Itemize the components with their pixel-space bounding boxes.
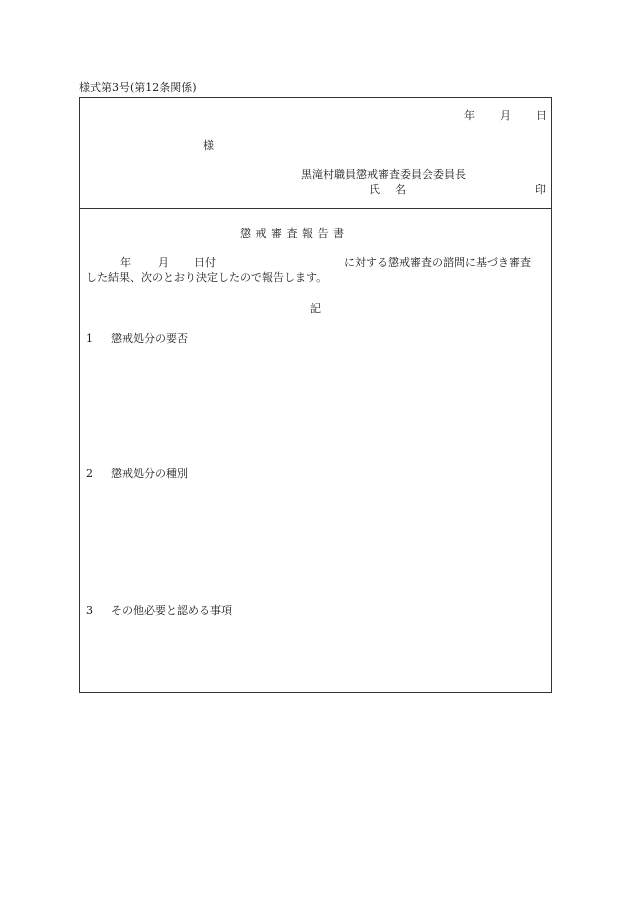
item-2-label: 懲戒処分の種別 — [111, 467, 188, 480]
date-year-label: 年 — [464, 109, 475, 122]
item-3 — [86, 605, 232, 616]
report-date-year: 年 — [120, 256, 131, 269]
report-intro-line2: した結果、次のとおり決定したので報告します。 — [86, 271, 328, 284]
item-1-label: 懲戒処分の要否 — [111, 332, 188, 345]
report-date-month: 月 — [158, 256, 169, 269]
report-intro-line1: に対する懲戒審査の諮問に基づき審査 — [344, 256, 531, 269]
form-number-label: 様式第3号(第12条関係) — [79, 81, 197, 94]
ki-heading: 記 — [310, 302, 321, 315]
item-1 — [86, 333, 188, 344]
name-label-second-char: 名 — [395, 183, 406, 196]
addressee-suffix: 様 — [203, 139, 214, 152]
seal-mark: 印 — [535, 183, 546, 196]
item-2 — [86, 468, 188, 479]
sender-title: 黒滝村職員懲戒審査委員会委員長 — [301, 168, 466, 181]
date-month-label: 月 — [500, 109, 511, 122]
date-day-label: 日 — [536, 109, 547, 122]
item-3-number: 3 — [86, 604, 93, 617]
report-form-frame — [79, 97, 552, 693]
name-label-first-char: 氏 — [369, 183, 380, 196]
report-title: 懲 戒 審 査 報 告 書 — [240, 227, 345, 240]
item-3-label: その他必要と認める事項 — [111, 604, 232, 617]
item-1-number: 1 — [86, 332, 93, 345]
section-divider — [80, 208, 551, 209]
item-2-number: 2 — [86, 467, 93, 480]
report-date-day: 日付 — [194, 256, 216, 269]
